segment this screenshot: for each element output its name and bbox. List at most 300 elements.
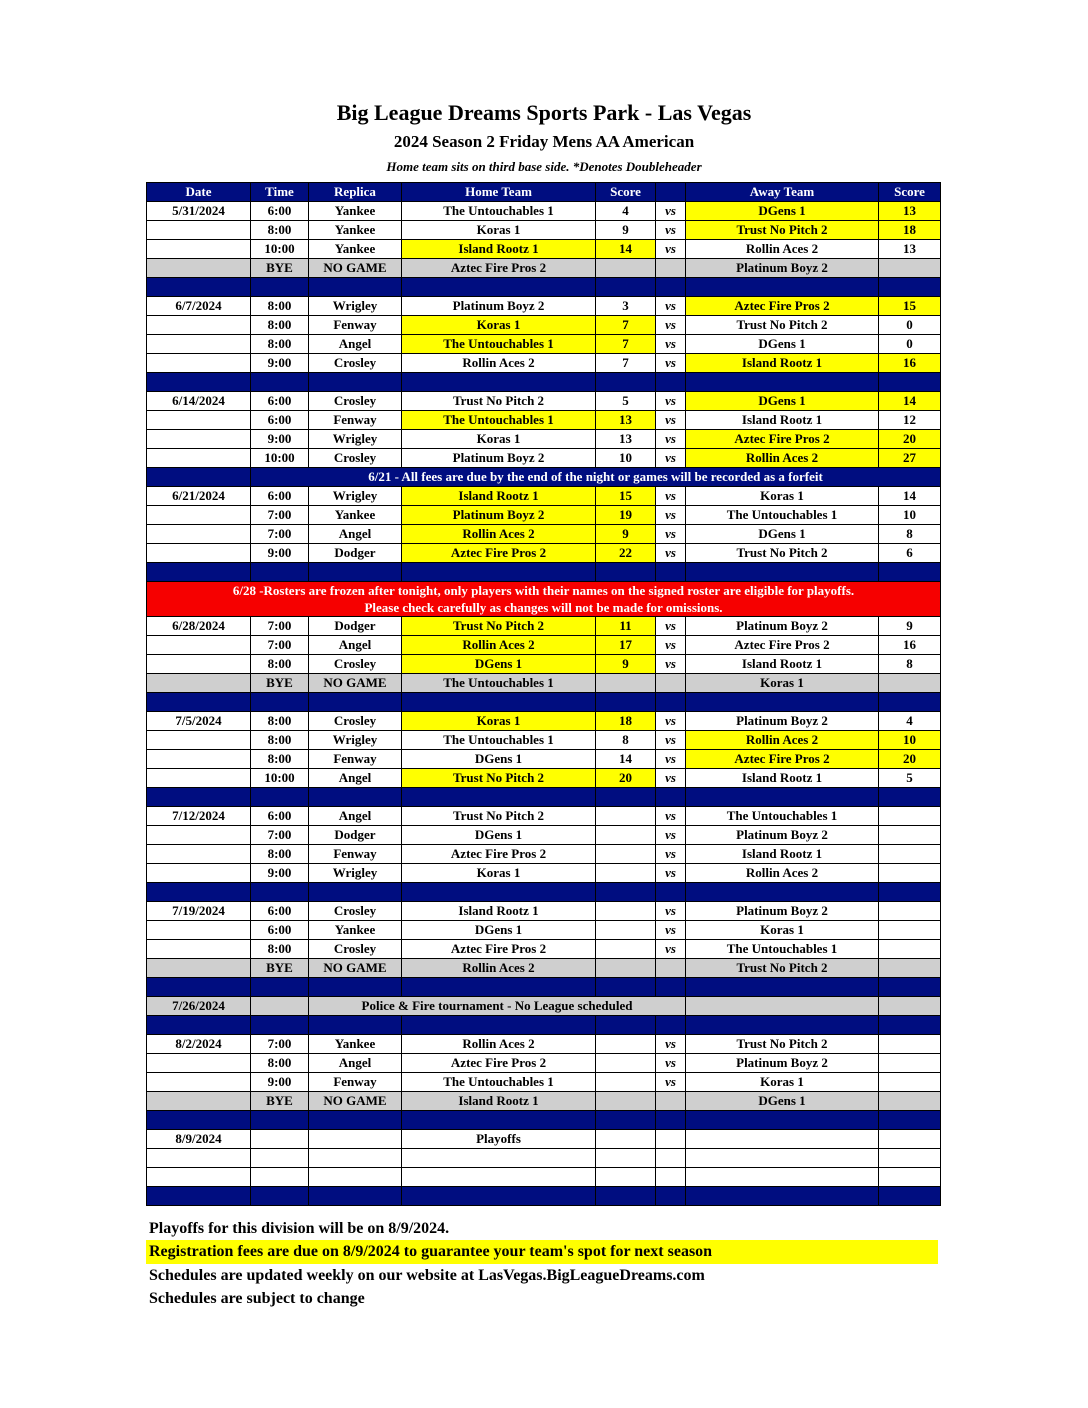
empty-cell — [879, 1168, 941, 1187]
separator-cell — [596, 1187, 656, 1206]
away-score-cell — [879, 1054, 941, 1073]
separator-cell — [686, 1016, 879, 1035]
home-team-cell: Koras 1 — [402, 430, 596, 449]
roster-notice-line-1: 6/28 -Rosters are frozen after tonight, only players with their names on the signed roster are eligible for playoffs. — [232, 583, 855, 598]
time-cell: 8:00 — [251, 655, 309, 674]
home-team-cell: Koras 1 — [402, 864, 596, 883]
away-score-cell: 13 — [879, 240, 941, 259]
replica-field-cell: Angel — [309, 807, 402, 826]
home-score-cell — [596, 674, 656, 693]
away-score-cell: 18 — [879, 221, 941, 240]
separator-cell — [879, 563, 941, 582]
separator-cell — [879, 1016, 941, 1035]
away-score-cell: 5 — [879, 769, 941, 788]
col-header-away-team: Away Team — [686, 183, 879, 202]
time-cell: 6:00 — [251, 202, 309, 221]
home-team-cell: Rollin Aces 2 — [402, 525, 596, 544]
vs-cell: vs — [656, 449, 686, 468]
home-team-cell: Rollin Aces 2 — [402, 959, 596, 978]
date-cell — [147, 316, 251, 335]
empty-cell — [147, 1149, 251, 1168]
home-score-cell: 5 — [596, 392, 656, 411]
separator-cell — [879, 788, 941, 807]
game-row — [147, 1035, 941, 1054]
separator-cell — [309, 1016, 402, 1035]
away-score-cell: 16 — [879, 354, 941, 373]
date-cell: 8/9/2024 — [147, 1130, 251, 1149]
vs-cell: vs — [656, 617, 686, 636]
date-cell — [147, 506, 251, 525]
date-cell — [147, 959, 251, 978]
home-score-cell: 20 — [596, 769, 656, 788]
game-row — [147, 449, 941, 468]
replica-field-cell: Dodger — [309, 826, 402, 845]
home-team-cell: Koras 1 — [402, 221, 596, 240]
playoffs-label: Playoffs — [402, 1130, 596, 1149]
separator-cell — [309, 373, 402, 392]
separator-cell — [656, 563, 686, 582]
col-header-away-score: Score — [879, 183, 941, 202]
time-cell: 9:00 — [251, 354, 309, 373]
replica-field-cell: Crosley — [309, 712, 402, 731]
separator-cell — [147, 563, 251, 582]
separator-cell — [147, 883, 251, 902]
bye-row — [147, 1092, 941, 1111]
vs-cell: vs — [656, 655, 686, 674]
home-team-note: Home team sits on third base side. *Denotes Doubleheader — [386, 159, 702, 174]
date-cell — [147, 411, 251, 430]
away-score-cell — [879, 959, 941, 978]
date-cell — [147, 221, 251, 240]
time-cell: 6:00 — [251, 902, 309, 921]
empty-row — [147, 1149, 941, 1168]
home-team-cell: Platinum Boyz 2 — [402, 297, 596, 316]
away-score-cell: 27 — [879, 449, 941, 468]
home-score-cell — [596, 864, 656, 883]
separator-cell — [596, 1111, 656, 1130]
date-cell — [147, 864, 251, 883]
vs-cell — [656, 259, 686, 278]
vs-cell — [656, 674, 686, 693]
home-team-cell: Platinum Boyz 2 — [402, 506, 596, 525]
away-team-cell: DGens 1 — [686, 392, 879, 411]
week-separator-row — [147, 693, 941, 712]
separator-cell — [309, 978, 402, 997]
game-row — [147, 221, 941, 240]
away-team-cell: Koras 1 — [686, 1073, 879, 1092]
away-team-cell: Platinum Boyz 2 — [686, 712, 879, 731]
date-cell: 7/12/2024 — [147, 807, 251, 826]
separator-cell — [656, 978, 686, 997]
date-cell: 5/31/2024 — [147, 202, 251, 221]
separator-cell — [686, 373, 879, 392]
home-team-cell: The Untouchables 1 — [402, 411, 596, 430]
away-team-cell: Koras 1 — [686, 487, 879, 506]
time-cell: 6:00 — [251, 921, 309, 940]
separator-cell — [656, 278, 686, 297]
away-score-cell — [879, 826, 941, 845]
empty-cell — [656, 1149, 686, 1168]
no-game-cell: NO GAME — [309, 674, 402, 693]
week-separator-row — [147, 883, 941, 902]
time-cell: 9:00 — [251, 1073, 309, 1092]
week-separator-row — [147, 1016, 941, 1035]
away-score-cell — [879, 864, 941, 883]
replica-field-cell: Crosley — [309, 655, 402, 674]
home-score-cell — [596, 826, 656, 845]
home-score-cell — [596, 1130, 656, 1149]
home-score-cell: 8 — [596, 731, 656, 750]
home-team-cell: Aztec Fire Pros 2 — [402, 544, 596, 563]
vs-cell: vs — [656, 712, 686, 731]
separator-cell — [309, 1187, 402, 1206]
game-row — [147, 411, 941, 430]
time-cell: 7:00 — [251, 617, 309, 636]
away-team-cell: DGens 1 — [686, 525, 879, 544]
time-cell: 8:00 — [251, 221, 309, 240]
home-score-cell — [596, 1035, 656, 1054]
home-score-cell — [596, 902, 656, 921]
home-team-cell: Island Rootz 1 — [402, 902, 596, 921]
separator-cell — [686, 883, 879, 902]
vs-cell — [656, 959, 686, 978]
col-header-home-team: Home Team — [402, 183, 596, 202]
no-game-cell: NO GAME — [309, 959, 402, 978]
replica-field-cell: Fenway — [309, 1073, 402, 1092]
separator-cell — [251, 373, 309, 392]
week-separator-row — [147, 978, 941, 997]
date-cell — [147, 636, 251, 655]
away-score-cell — [879, 1035, 941, 1054]
empty-cell — [656, 1168, 686, 1187]
time-cell: 10:00 — [251, 769, 309, 788]
vs-cell: vs — [656, 506, 686, 525]
away-score-cell: 4 — [879, 712, 941, 731]
date-cell — [147, 430, 251, 449]
separator-cell — [402, 278, 596, 297]
separator-cell — [402, 563, 596, 582]
separator-cell — [656, 1111, 686, 1130]
vs-cell — [656, 1092, 686, 1111]
time-cell: 7:00 — [251, 826, 309, 845]
away-team-cell: Platinum Boyz 2 — [686, 617, 879, 636]
separator-cell — [596, 563, 656, 582]
replica-field-cell: Fenway — [309, 845, 402, 864]
bye-label-cell: BYE — [251, 1092, 309, 1111]
game-row — [147, 316, 941, 335]
home-team-cell: Rollin Aces 2 — [402, 1035, 596, 1054]
separator-cell — [402, 693, 596, 712]
vs-cell: vs — [656, 864, 686, 883]
home-team-cell: The Untouchables 1 — [402, 202, 596, 221]
away-team-cell: Koras 1 — [686, 921, 879, 940]
date-cell — [147, 259, 251, 278]
home-score-cell: 22 — [596, 544, 656, 563]
away-team-cell: Island Rootz 1 — [686, 655, 879, 674]
home-team-cell: Island Rootz 1 — [402, 240, 596, 259]
replica-field-cell: Yankee — [309, 506, 402, 525]
separator-cell — [309, 883, 402, 902]
away-team-cell: Island Rootz 1 — [686, 769, 879, 788]
replica-field-cell: Crosley — [309, 902, 402, 921]
away-score-cell: 8 — [879, 655, 941, 674]
date-cell: 7/26/2024 — [147, 997, 251, 1016]
home-score-cell: 7 — [596, 354, 656, 373]
separator-cell — [147, 1111, 251, 1130]
separator-cell — [402, 373, 596, 392]
away-score-cell — [879, 674, 941, 693]
vs-cell: vs — [656, 1073, 686, 1092]
empty-cell — [402, 1168, 596, 1187]
empty-cell — [596, 1168, 656, 1187]
separator-cell — [879, 278, 941, 297]
roster-freeze-notice — [147, 582, 941, 617]
home-team-cell: Trust No Pitch 2 — [402, 392, 596, 411]
away-score-cell: 12 — [879, 411, 941, 430]
vs-cell: vs — [656, 335, 686, 354]
date-cell — [147, 845, 251, 864]
home-score-cell: 17 — [596, 636, 656, 655]
vs-cell: vs — [656, 297, 686, 316]
separator-cell — [402, 1016, 596, 1035]
vs-cell: vs — [656, 902, 686, 921]
schedule-table — [146, 182, 941, 1206]
away-team-cell: Rollin Aces 2 — [686, 240, 879, 259]
game-row — [147, 636, 941, 655]
game-row — [147, 731, 941, 750]
away-score-cell: 10 — [879, 731, 941, 750]
vs-cell: vs — [656, 921, 686, 940]
away-score-cell — [879, 845, 941, 864]
game-row — [147, 202, 941, 221]
game-row — [147, 921, 941, 940]
date-cell — [147, 335, 251, 354]
separator-cell — [686, 788, 879, 807]
replica-field-cell: Fenway — [309, 750, 402, 769]
away-score-cell: 20 — [879, 430, 941, 449]
schedule-body — [147, 202, 941, 1206]
date-cell — [147, 449, 251, 468]
away-score-cell — [879, 940, 941, 959]
home-score-cell: 15 — [596, 487, 656, 506]
empty-cell — [251, 1168, 309, 1187]
vs-cell: vs — [656, 316, 686, 335]
time-cell: 7:00 — [251, 506, 309, 525]
replica-field-cell: Fenway — [309, 411, 402, 430]
away-team-cell: The Untouchables 1 — [686, 506, 879, 525]
time-cell: 9:00 — [251, 864, 309, 883]
vs-cell: vs — [656, 940, 686, 959]
away-score-cell: 13 — [879, 202, 941, 221]
home-score-cell — [596, 1054, 656, 1073]
home-team-cell: Aztec Fire Pros 2 — [402, 1054, 596, 1073]
away-score-cell: 9 — [879, 617, 941, 636]
separator-cell — [596, 373, 656, 392]
date-cell — [147, 354, 251, 373]
home-score-cell — [596, 959, 656, 978]
date-cell — [147, 921, 251, 940]
replica-field-cell: Wrigley — [309, 864, 402, 883]
home-score-cell — [596, 259, 656, 278]
game-row — [147, 769, 941, 788]
game-row — [147, 1073, 941, 1092]
home-score-cell: 9 — [596, 525, 656, 544]
game-row — [147, 940, 941, 959]
home-team-cell: Platinum Boyz 2 — [402, 449, 596, 468]
vs-cell: vs — [656, 430, 686, 449]
home-score-cell: 7 — [596, 335, 656, 354]
time-cell: 10:00 — [251, 240, 309, 259]
separator-cell — [251, 278, 309, 297]
away-team-cell: Platinum Boyz 2 — [686, 902, 879, 921]
empty-cell — [147, 1168, 251, 1187]
week-separator-row — [147, 278, 941, 297]
bye-label-cell: BYE — [251, 259, 309, 278]
date-cell — [147, 525, 251, 544]
separator-cell — [147, 978, 251, 997]
week-separator-row — [147, 1111, 941, 1130]
game-row — [147, 712, 941, 731]
away-score-cell: 10 — [879, 506, 941, 525]
away-score-cell — [879, 1130, 941, 1149]
home-team-cell: Koras 1 — [402, 316, 596, 335]
away-score-cell — [879, 259, 941, 278]
away-score-cell: 8 — [879, 525, 941, 544]
time-cell: 6:00 — [251, 807, 309, 826]
game-row — [147, 902, 941, 921]
game-row — [147, 826, 941, 845]
replica-field-cell: Crosley — [309, 449, 402, 468]
game-row — [147, 1054, 941, 1073]
game-row — [147, 750, 941, 769]
col-header-vs — [656, 183, 686, 202]
separator-cell — [879, 883, 941, 902]
playoffs-row — [147, 1130, 941, 1149]
time-cell: 8:00 — [251, 845, 309, 864]
away-score-cell — [879, 902, 941, 921]
vs-cell: vs — [656, 845, 686, 864]
away-team-cell: Rollin Aces 2 — [686, 864, 879, 883]
time-cell: 7:00 — [251, 636, 309, 655]
away-team-cell: The Untouchables 1 — [686, 940, 879, 959]
away-team-cell: Island Rootz 1 — [686, 845, 879, 864]
separator-cell — [251, 1016, 309, 1035]
replica-field-cell — [309, 1130, 402, 1149]
home-score-cell: 10 — [596, 449, 656, 468]
bye-label-cell: BYE — [251, 959, 309, 978]
away-team-cell — [686, 997, 879, 1016]
separator-cell — [251, 788, 309, 807]
vs-cell: vs — [656, 354, 686, 373]
replica-field-cell: Wrigley — [309, 430, 402, 449]
home-score-cell: 9 — [596, 655, 656, 674]
home-score-cell — [596, 1092, 656, 1111]
replica-field-cell: Dodger — [309, 617, 402, 636]
vs-cell: vs — [656, 525, 686, 544]
replica-field-cell: Yankee — [309, 921, 402, 940]
home-score-cell: 11 — [596, 617, 656, 636]
playoffs-note: Playoffs for this division will be on 8/9/2024. — [149, 1220, 450, 1237]
time-cell: 8:00 — [251, 750, 309, 769]
time-cell — [251, 997, 309, 1016]
date-cell — [147, 1073, 251, 1092]
week-separator-row — [147, 373, 941, 392]
replica-field-cell: Fenway — [309, 316, 402, 335]
replica-field-cell: Crosley — [309, 392, 402, 411]
home-score-cell — [596, 845, 656, 864]
season-subtitle: 2024 Season 2 Friday Mens AA American — [393, 132, 695, 151]
replica-field-cell: Yankee — [309, 202, 402, 221]
replica-field-cell: Wrigley — [309, 731, 402, 750]
replica-field-cell: Yankee — [309, 221, 402, 240]
empty-cell — [402, 1149, 596, 1168]
separator-cell — [402, 883, 596, 902]
home-team-cell: Aztec Fire Pros 2 — [402, 259, 596, 278]
away-team-cell: Platinum Boyz 2 — [686, 259, 879, 278]
replica-field-cell: Crosley — [309, 354, 402, 373]
home-score-cell: 14 — [596, 240, 656, 259]
separator-cell — [147, 468, 251, 487]
replica-field-cell: Angel — [309, 525, 402, 544]
website-note: Schedules are updated weekly on our website at LasVegas.BigLeagueDreams.com — [149, 1267, 705, 1284]
away-team-cell — [686, 1130, 879, 1149]
home-score-cell: 4 — [596, 202, 656, 221]
bye-label-cell: BYE — [251, 674, 309, 693]
empty-cell — [309, 1149, 402, 1168]
home-score-cell — [596, 1073, 656, 1092]
separator-cell — [309, 693, 402, 712]
away-team-cell: DGens 1 — [686, 1092, 879, 1111]
vs-cell: vs — [656, 826, 686, 845]
replica-field-cell: Angel — [309, 335, 402, 354]
away-team-cell: Aztec Fire Pros 2 — [686, 297, 879, 316]
time-cell: 8:00 — [251, 335, 309, 354]
replica-field-cell: Angel — [309, 769, 402, 788]
home-score-cell — [596, 807, 656, 826]
vs-cell — [656, 1130, 686, 1149]
home-score-cell: 18 — [596, 712, 656, 731]
col-header-home-score: Score — [596, 183, 656, 202]
separator-cell — [147, 693, 251, 712]
separator-cell — [402, 1111, 596, 1130]
away-score-cell — [879, 807, 941, 826]
away-team-cell: Island Rootz 1 — [686, 354, 879, 373]
home-score-cell: 3 — [596, 297, 656, 316]
separator-cell — [309, 563, 402, 582]
game-row — [147, 655, 941, 674]
separator-cell — [596, 1016, 656, 1035]
tournament-text: Police & Fire tournament - No League scheduled — [309, 997, 686, 1016]
empty-cell — [879, 1149, 941, 1168]
replica-field-cell: Crosley — [309, 940, 402, 959]
home-team-cell: Trust No Pitch 2 — [402, 807, 596, 826]
away-score-cell: 6 — [879, 544, 941, 563]
tournament-row — [147, 997, 941, 1016]
separator-cell — [686, 278, 879, 297]
away-score-cell — [879, 1073, 941, 1092]
separator-cell — [686, 1111, 879, 1130]
date-cell: 7/5/2024 — [147, 712, 251, 731]
separator-cell — [402, 1187, 596, 1206]
separator-cell — [251, 693, 309, 712]
col-header-time: Time — [251, 183, 309, 202]
separator-cell — [147, 373, 251, 392]
game-row — [147, 297, 941, 316]
separator-cell — [309, 278, 402, 297]
home-score-cell: 14 — [596, 750, 656, 769]
col-header-date: Date — [147, 183, 251, 202]
empty-cell — [251, 1149, 309, 1168]
